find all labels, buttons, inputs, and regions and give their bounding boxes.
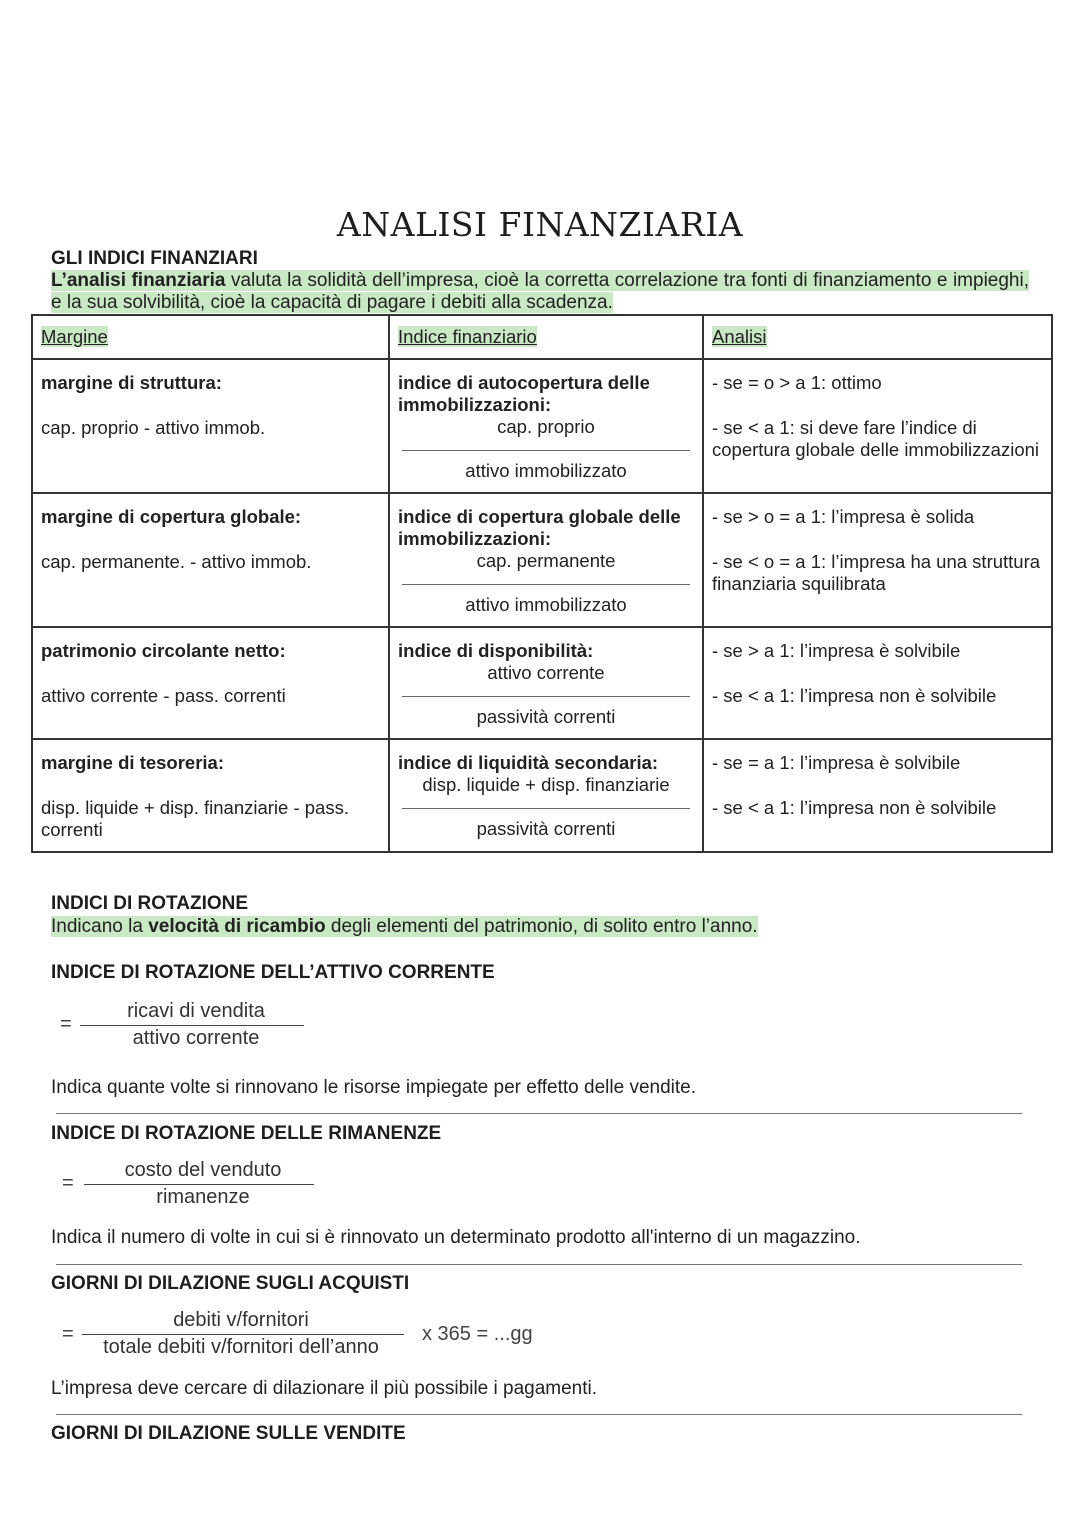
index-denominator: passività correnti [476,706,616,727]
fraction-line [402,584,690,585]
header-margine: Margine [32,315,389,359]
intro-paragraph [51,270,1029,314]
header-analisi: Analisi [703,315,1052,359]
analysis-cell [703,627,1052,739]
index-cell [389,359,703,493]
analysis-line: - se < a 1: l’impresa non è solvibile [712,797,997,818]
fraction-line [82,1334,404,1335]
index-name: indice di copertura globale delle immobilizzazioni: [398,506,681,549]
index-denominator: attivo immobilizzato [465,460,627,481]
index-cell [389,627,703,739]
margin-name: margine di tesoreria: [41,752,225,773]
analysis-cell [703,359,1052,493]
margin-formula: cap. permanente. - attivo immob. [41,551,312,572]
index-name: indice di disponibilità: [398,640,594,661]
index-numerator: attivo corrente [487,662,605,683]
intro-bold-term: L’analisi finanziaria [51,270,226,291]
intro-text: valuta la solidità dell’impresa, cioè la corretta correlazione tra fonti di finanziamento e impieghi, e la sua solvibilità, cioè la capacità di pagare i debiti alla scadenza. [51,270,1030,313]
margin-name: patrimonio circolante netto: [41,640,286,661]
section-heading-indici-rotazione: INDICI DI ROTAZIONE [51,893,249,914]
fraction-denominator: attivo corrente [132,1027,260,1049]
fraction-line [402,696,690,697]
fraction-denominator: totale debiti v/fornitori dell’anno [103,1336,379,1358]
table-row [32,359,1052,493]
index-denominator: attivo immobilizzato [465,594,627,615]
analysis-line: - se > o = a 1: l’impresa è solida [712,506,975,527]
margin-formula: disp. liquide + disp. finanziarie - pass. correnti [41,797,349,840]
heading-rotazione-rimanenze: INDICE DI ROTAZIONE DELLE RIMANENZE [51,1123,442,1144]
equals-sign: = [60,1013,72,1035]
analysis-line: - se < a 1: si deve fare l’indice di copertura globale delle immobilizzazioni [712,417,1040,460]
rotation-description: Indica quante volte si rinnovano le risorse impiegate per effetto delle vendite. [51,1077,696,1098]
margin-cell [32,627,389,739]
index-numerator: cap. permanente [476,550,616,571]
margin-cell [32,739,389,852]
index-denominator: passività correnti [476,818,616,839]
margin-name: margine di struttura: [41,372,222,393]
section-divider [56,1264,1022,1265]
fraction-numerator: costo del venduto [124,1159,282,1181]
analysis-line: - se = a 1: l’impresa è solvibile [712,752,961,773]
heading-rotazione-attivo-corrente: INDICE DI ROTAZIONE DELL’ATTIVO CORRENTE [51,962,495,983]
analysis-line: - se < a 1: l’impresa non è solvibile [712,685,997,706]
margin-cell [32,359,389,493]
rotation-intro: Indicano la velocità di ricambio degli elementi del patrimonio, di solito entro l’anno. [51,916,758,937]
equals-sign: = [62,1323,74,1345]
fraction-line [402,450,690,451]
page-title: ANALISI FINANZIARIA [336,205,744,244]
index-numerator: disp. liquide + disp. finanziarie [422,774,670,795]
index-name: indice di autocopertura delle immobilizzazioni: [398,372,650,415]
equals-sign: = [62,1172,74,1194]
index-numerator: cap. proprio [497,416,595,437]
margin-formula: cap. proprio - attivo immob. [41,417,266,438]
index-cell [389,739,703,852]
rotation-intro-bold: velocità di ricambio [148,916,326,937]
fraction-denominator: rimanenze [156,1186,250,1208]
analysis-cell [703,493,1052,627]
section-divider [56,1113,1022,1114]
analysis-cell [703,739,1052,852]
table-header-row [32,315,1052,359]
section-divider [56,1414,1022,1415]
index-cell [389,493,703,627]
heading-dilazione-acquisti: GIORNI DI DILAZIONE SUGLI ACQUISTI [51,1273,410,1294]
header-indice-finanziario: Indice finanziario [389,315,703,359]
table-row [32,627,1052,739]
fraction-line [80,1025,304,1026]
table-row [32,739,1052,852]
financial-indices-table [31,314,1053,853]
margin-formula: attivo corrente - pass. correnti [41,685,286,706]
heading-dilazione-vendite: GIORNI DI DILAZIONE SULLE VENDITE [51,1423,406,1444]
rotation-description: Indica il numero di volte in cui si è rinnovato un determinato prodotto all'interno di un magazzino. [51,1227,861,1248]
multiplier-text: x 365 = ...gg [422,1323,533,1345]
section-heading-indici-finanziari: GLI INDICI FINANZIARI [51,248,258,269]
index-name: indice di liquidità secondaria: [398,752,659,773]
fraction-line [84,1184,314,1185]
table-row [32,493,1052,627]
analysis-line: - se < o = a 1: l’impresa ha una struttura finanziaria squilibrata [712,551,1041,594]
margin-cell [32,493,389,627]
fraction-numerator: debiti v/fornitori [173,1309,309,1331]
fraction-line [402,808,690,809]
margin-name: margine di copertura globale: [41,506,302,527]
rotation-description: L’impresa deve cercare di dilazionare il più possibile i pagamenti. [51,1378,598,1399]
fraction-numerator: ricavi di vendita [127,1000,265,1022]
analysis-line: - se = o > a 1: ottimo [712,372,882,393]
analysis-line: - se > a 1: l’impresa è solvibile [712,640,961,661]
